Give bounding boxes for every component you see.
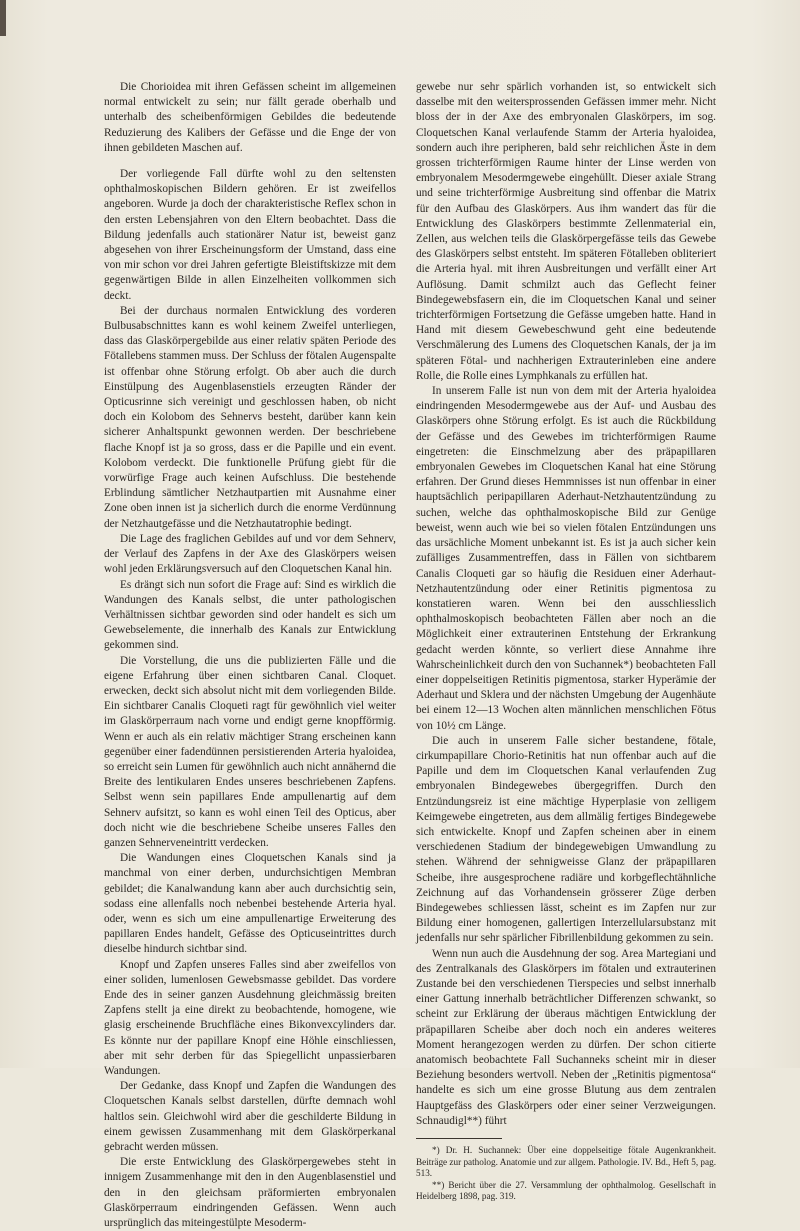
page-edge-mark <box>0 0 6 36</box>
paragraph: Bei der durchaus normalen Entwicklung des vorderen Bulbusabschnittes kann es wohl keinem Zweifel unterliegen, dass das Glaskörpergebilde aus einer relativ späten Periode des Fötallebens stammen muss. Der Schluss der fötalen Augenspalte ist offenbar ohne Störung erfolgt. Ob aber auch die durch Einstülpung des Augenblasenstiels erzeugten Ränder der Opticusrinne sich vereinigt und geschlossen haben, ob nicht doch ein Kolobom des Sehnervs besteht, darüber kann kein sicherer Anhaltspunkt gewonnen werden. Der beschriebene flache Knopf ist ja so gross, dass er die Papille und ein event. Kolobom verdeckt. Die funktionelle Prüfung giebt für die vorwürfige Frage auch keinen Aufschluss. Die bestehende Erblindung sämtlicher Netzhautpartien mit Ausnahme einer Zone oben innen ist ja sicherlich durch die enorme Verdünnung der Netzhautgefässe und die Netzhautatrophie bedingt. <box>104 304 396 530</box>
footnote: **) Bericht über die 27. Versammlung der ophthalmolog. Gesellschaft in Heidelberg 1898, pag. 319. <box>416 1179 716 1202</box>
paragraph: In unserem Falle ist nun von dem mit der Arteria hyaloidea eindringenden Mesodermgewebe aus der Auf- und Ausbau des Glaskörpers ohne Störung erfolgt. Es ist auch die Rückbildung der Gefässe und des Gewebes im trichterförmigen Raume eingetreten: die Einschmelzung aber des präpapillaren embryonalen Gewebes im Cloquetschen Kanal hat eine Störung erfahren. Der Grund dieses Hemmnisses ist nun offenbar in einer hauptsächlich peripapillaren Aderhaut-Netzhautentzündung zu suchen, welche das ophthalmoskopische Bild zur Genüge beweist, wenn auch wie bei so vielen fötalen Entzündungen uns das ursächliche Moment unbekannt ist. Es ist ja auch sicher kein zufälliges Zusammentreffen, dass in Fällen von sichtbarem Canalis Cloqueti gar so häufig die Residuen einer Aderhaut- Netzhautentzündung oder einer Retinitis pigmentosa zu konstatieren waren. Wenn bei den ausschliesslich ophthalmoskopisch beobachteten Fällen aber noch an die Möglichkeit einer extrauterinen Entstehung der Erkrankung gedacht werden könnte, so verliert diese Annahme ihre Wahrscheinlichkeit durch den von Suchannek*) beobachteten Fall einer doppelseitigen Retinitis pigmentosa, starker Hyperämie der Aderhaut und Sklera und der nächsten Umgebung der Augenhäute bei einem 12—13 Wochen alten männlichen menschlichen Fötus von 10½ cm Länge. <box>416 385 716 732</box>
paragraph: gewebe nur sehr spärlich vorhanden ist, so entwickelt sich dasselbe mit den weitersprossenden Gefässen immer mehr. Nicht bloss der in der Axe des embryonalen Glaskörpers, im sog. Cloquetschen Kanal verlaufende Stamm der Arteria hyaloidea, sondern auch ihre peripheren, bald sehr reichlichen Äste in dem grossen trichterförmigen Raume hinter der Linse werden von embryonalem Mesodermgewebe eingehüllt. Dieser axiale Strang und seine trichterförmige Ausbreitung sind offenbar die Matrix für den Aufbau des Glaskörpers. Aus ihm wandert das für die Entwicklung des Glaskörpers bestimmte Zellenmaterial ein, Zellen, aus welchen teils die Glaskörpergefässe teils das Gewebe des Glaskörpers selbst entsteht. Im späteren Fötalleben obliteriert die Arteria hyal. mit ihren Ausbreitungen und verfällt einer Art Auflösung. Damit schmilzt auch das Geflecht feiner Bindegewebsfasern ein, die im Cloquetschen Kanal und seiner trichterförmigen Fortsetzung die Gefässe umgeben hatte. Hand in Hand mit diesem Gewebeschwund geht eine bedeutende Verschmälerung des Lumens des Cloquetschen Kanals, der ja im späteren Fötal- und nachherigen Extrauterinleben eine andere Rolle, die Rolle eines Lymphkanals zu erfüllen hat. <box>416 81 716 382</box>
footnote-divider <box>416 1138 502 1139</box>
right-column <box>416 80 716 1203</box>
paragraph: Die Chorioidea mit ihren Gefässen scheint im allgemeinen normal entwickelt zu sein; nur fällt gerade oberhalb und unterhalb des scheibenförmigen Gebildes die bedeutende Reduzierung des Kalibers der Gefässe und die Enge der von ihnen gebildeten Maschen auf. <box>104 81 396 154</box>
paragraph: Wenn nun auch die Ausdehnung der sog. Area Martegiani und des Zentralkanals des Glaskörpers im fötalen und extrauterinen Zustande bei den verschiedenen Tierspecies und selbst innerhalb einer Gattung innerhalb beträchtlicher Differenzen schwankt, so scheint zur Erklärung der überaus mächtigen Entwicklung der präpapillaren Scheibe aber doch noch ein anderes weiteres Moment herangezogen werden zu dürfen. Der schon citierte anatomisch beobachtete Fall Suchanneks scheint mir in dieser Beziehung besonders wertvoll. Neben der „Retinitis pigmentosa“ handelte es sich um eine grosse Blutung aus dem zentralen Hauptgefäss des Glaskörpers oder einer seiner Verzweigungen. Schnaudigl**) führt <box>416 947 716 1127</box>
paragraph: Die Lage des fraglichen Gebildes auf und vor dem Sehnerv, der Verlauf des Zapfens in der Axe des Glaskörpers weisen wohl jeden Erklärungsversuch auf den Cloquetschen Kanal hin. <box>104 532 396 576</box>
footnote: *) Dr. H. Suchannek: Über eine doppelseitige fötale Augenkrankheit. Beiträge zur patholog. Anatomie und zur allgem. Pathologie. IV. Bd., Heft 5, pag. 513. <box>416 1145 716 1179</box>
paragraph: Der vorliegende Fall dürfte wohl zu den seltensten ophthalmoskopischen Bildern gehören. Er ist zweifellos angeboren. Wurde ja doch der charakteristische Reflex schon in den ersten Lebensjahren von den Eltern beobachtet. Dass die Bildung jedenfalls auch stationärer Natur ist, beweist ganz abgesehen von ihrer Erscheinungsform der Umstand, dass eine von mir schon vor drei Jahren gefertigte Bleistiftskizze mit dem gegenwärtigen Bilde in allen Einzelheiten vollkommen sich deckt. <box>104 168 396 302</box>
paragraph: Die Vorstellung, die uns die publizierten Fälle und die eigene Erfahrung über einen sichtbaren Canal. Cloquet. erwecken, deckt sich absolut nicht mit dem vorliegenden Bilde. Ein sichtbarer Canalis Cloqueti ragt für gewöhnlich viel weiter im Glaskörperraum nach vorne und endigt gerne knopfförmig. Wenn er auch als ein relativ mächtiger Strang erscheinen kann gegenüber einer fadendünnen persistierenden Arteria hyaloidea, so erreicht sein Lumen für gewöhnlich auch nicht annähernd die Breite des lentikularen Endes unseres beschriebenen Zapfens. Selbst wenn sein papillares Ende ampullenartig auf dem Sehnerv aufsitzt, so kann es wohl einen Teil des Opticus, aber doch nicht wie die beschriebene Scheibe unseres Falles den ganzen Sehnerveneintritt verdecken. <box>104 654 396 849</box>
paragraph: Knopf und Zapfen unseres Falles sind aber zweifellos von einer soliden, lumenlosen Gewebsmasse gebildet. Das vordere Ende des in seiner ganzen Ausdehnung gleichmässig breiten Zapfens stellt ja eine direkt zu beobachtende, homogene, wie glasig erscheinende Bruchfläche eines Bikonvexcylinders dar. Es könnte nur der papillare Knopf eine Höhle einschliessen, aber mit sehr derben für das Spiegellicht unpassierbaren Wandungen. <box>104 958 396 1077</box>
paragraph: Der Gedanke, dass Knopf und Zapfen die Wandungen des Cloquetschen Kanals selbst darstellen, dürfte demnach wohl haltlos sein. Gleichwohl wird aber die geschilderte Bildung in einem gewissen Zusammenhang mit dem Glaskörperkanal gebracht werden müssen. <box>104 1080 396 1154</box>
paragraph: Die auch in unserem Falle sicher bestandene, fötale, cirkumpapillare Chorio-Retinitis hat nun offenbar auch auf die Papille und dem im Cloquetschen Kanal verlaufenden Zug embryonalen Bindegewebes übergegriffen. Durch den Entzündungsreiz ist eine mächtige Hyperplasie von zelligem Keimgewebe eingetreten, aus dem allmälig fertiges Bindegewebe sich entwickelte. Knopf und Zapfen scheinen aber in einem verschiedenen Stadium der bindegewebigen Umwandlung zu stehen. Während der sehnigweisse Glanz der präpapillaren Scheibe, ihre ausgesprochene radiäre und korbgeflechtähnliche Zeichnung auf das Vorhandensein grösserer Züge derben Bindegewebes schliessen lässt, scheint es im Zapfen nur zur Bildung einer homogenen, gallertigen Interzellularsubstanz mit jedenfalls nur sehr spärlicher Fibrillenbildung gekommen zu sein. <box>416 734 716 945</box>
paragraph: Es drängt sich nun sofort die Frage auf: Sind es wirklich die Wandungen des Kanals selbst, die unter pathologischen Verhältnissen sichtbar geworden sind oder handelt es sich um Gewebselemente, die innerhalb des Kanals zur Entwicklung gekommen sind. <box>104 578 396 652</box>
paragraph: Die erste Entwicklung des Glaskörpergewebes steht in innigem Zusammenhange mit den in den Augenblasenstiel und den in den gleichsam präformierten embryonalen Glaskörperraum eindringenden Gefässen. Wenn auch ursprünglich das miteingestülpte Mesoderm- <box>104 1156 396 1230</box>
paragraph: Die Wandungen eines Cloquetschen Kanals sind ja manchmal von einer derben, undurchsichtigen Membran gebildet; die Kanalwandung kann aber auch durchsichtig sein, sodass eine allenfalls noch nebenbei bestehende Arteria hyal. oder, wenn es sich um eine ampullenartige Erweiterung des papillaren Endes handelt, Gefässe des Opticuseintrittes durch dieselbe hindurch sichtbar sind. <box>104 852 396 956</box>
left-column <box>104 80 396 1231</box>
